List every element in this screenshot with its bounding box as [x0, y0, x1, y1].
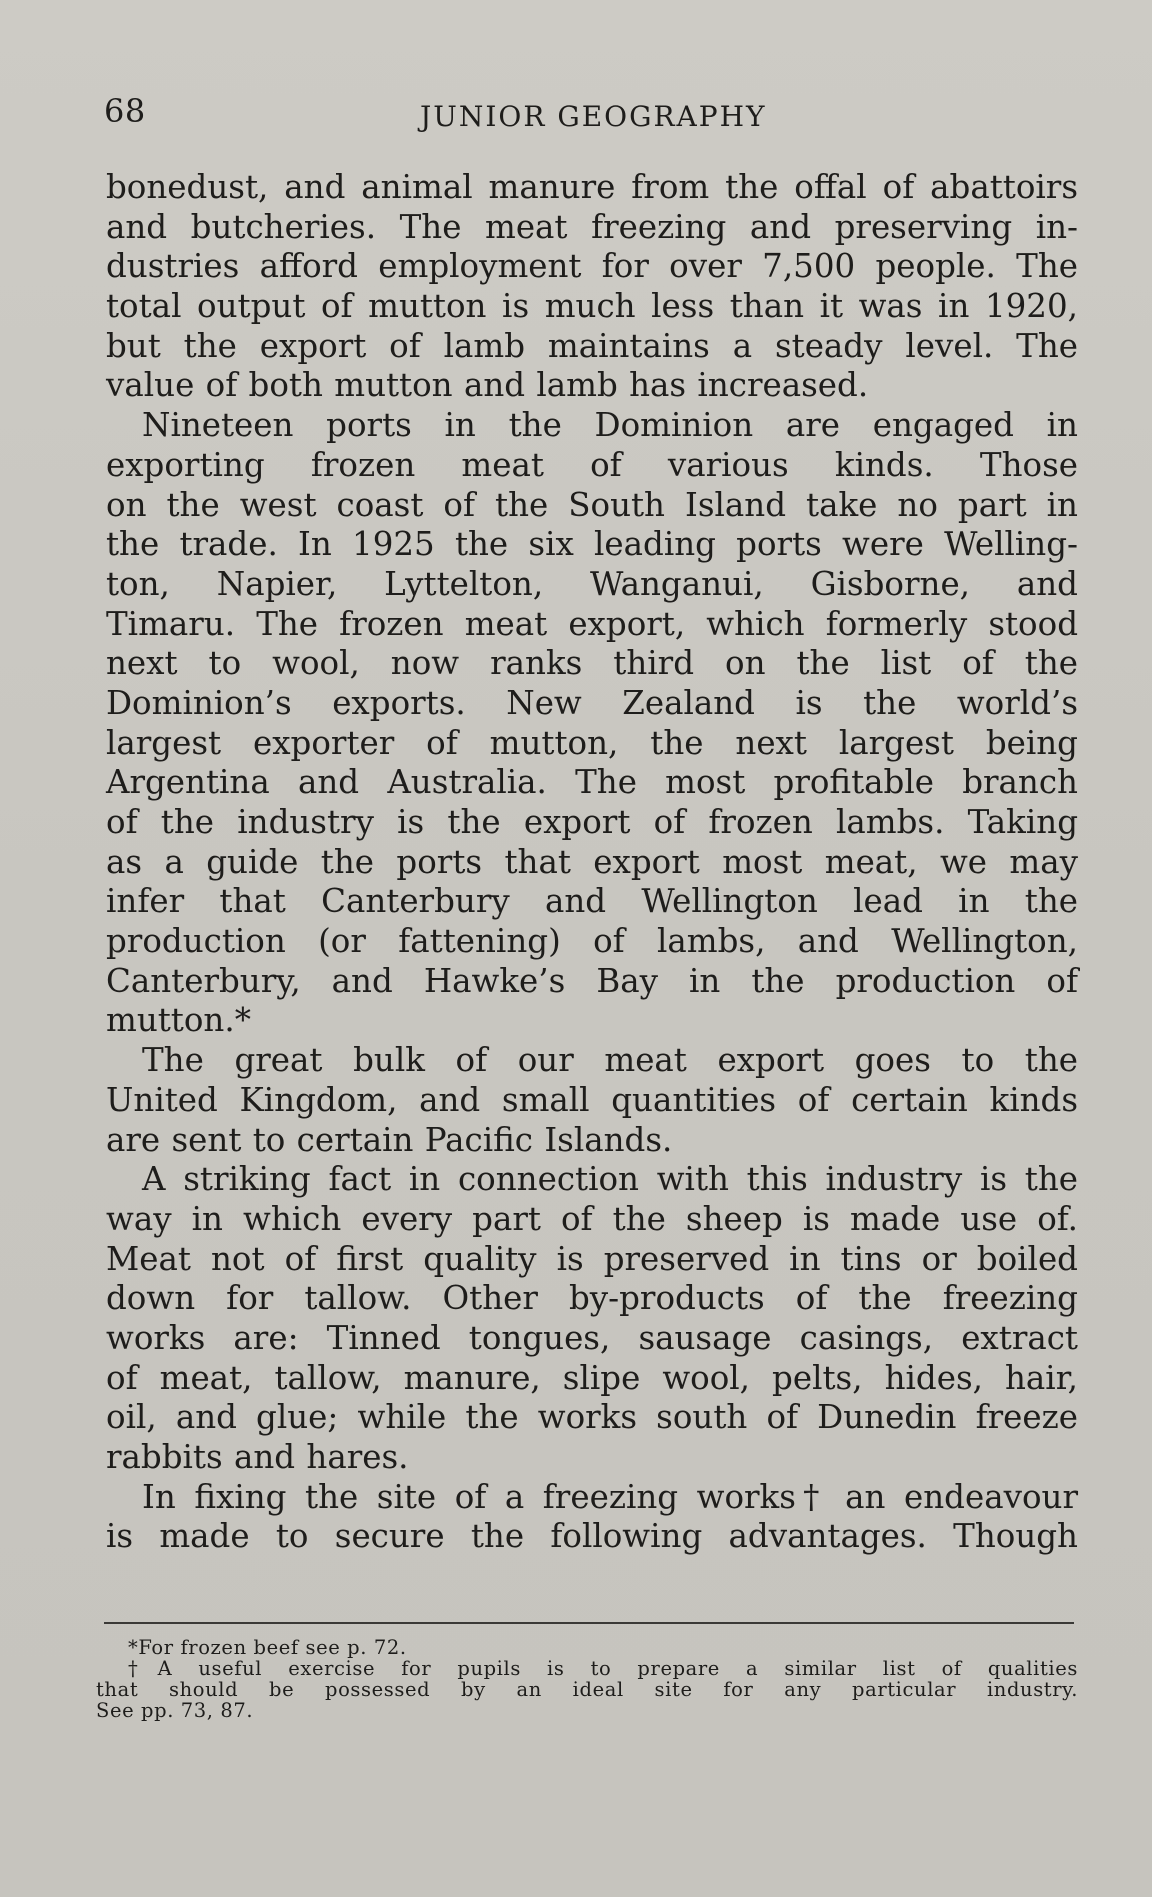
- text-line: works are: Tinned tongues, sausage casings, extract: [106, 1318, 1078, 1357]
- text-line: as a guide the ports that export most meat, we may: [106, 842, 1078, 881]
- text-line: largest exporter of mutton, the next largest being: [106, 723, 1078, 762]
- footnote-line: that should be possessed by an ideal site for any particular industry.: [96, 1678, 1078, 1701]
- text-line: the trade. In 1925 the six leading ports were Welling-: [106, 525, 1078, 564]
- text-line: The great bulk of our meat export goes to the: [142, 1041, 1078, 1080]
- text-line: on the west coast of the South Island take no part in: [106, 485, 1078, 524]
- text-line: are sent to certain Pacific Islands.: [106, 1120, 673, 1159]
- text-line: production (or fattening) of lambs, and Wellington,: [106, 922, 1078, 961]
- text-line: and butcheries. The meat freezing and preserving in-: [106, 207, 1078, 246]
- text-line: way in which every part of the sheep is made use of.: [106, 1199, 1078, 1238]
- text-line: Argentina and Australia. The most profitable branch: [106, 763, 1078, 802]
- text-line: total output of mutton is much less than it was in 1920,: [106, 287, 1078, 326]
- text-line: is made to secure the following advantages. Though: [106, 1517, 1078, 1556]
- text-line: of meat, tallow, manure, slipe wool, pelts, hides, hair,: [106, 1358, 1078, 1397]
- text-line: value of both mutton and lamb has increased.: [106, 366, 869, 405]
- text-line: Timaru. The frozen meat export, which formerly stood: [106, 604, 1078, 643]
- text-line: Dominion’s exports. New Zealand is the world’s: [106, 683, 1078, 722]
- text-line: Nineteen ports in the Dominion are engaged in: [142, 406, 1078, 445]
- text-line: Canterbury, and Hawke’s Bay in the production of: [106, 961, 1078, 1000]
- text-line: A striking fact in connection with this industry is the: [142, 1160, 1078, 1199]
- text-line: bonedust, and animal manure from the offal of abattoirs: [106, 168, 1078, 206]
- footnote-line: *For frozen beef see p. 72.: [128, 1636, 407, 1659]
- text-line: next to wool, now ranks third on the list of the: [106, 644, 1078, 683]
- text-line: rabbits and hares.: [106, 1438, 409, 1476]
- text-line: infer that Canterbury and Wellington lead in the: [106, 882, 1078, 921]
- running-head: JUNIOR GEOGRAPHY: [420, 100, 767, 133]
- text-line: exporting frozen meat of various kinds. Those: [106, 445, 1078, 484]
- footnote-line: †A useful exercise for pupils is to prepare a similar list of qualities: [128, 1657, 1078, 1680]
- text-line: United Kingdom, and small quantities of certain kinds: [106, 1080, 1078, 1119]
- text-line: of the industry is the export of frozen lambs. Taking: [106, 803, 1078, 841]
- text-line: down for tallow. Other by-products of the freezing: [106, 1279, 1078, 1318]
- text-line: oil, and glue; while the works south of Dunedin freeze: [106, 1398, 1078, 1437]
- footnote-line: See pp. 73, 87.: [96, 1699, 254, 1722]
- text-line: Meat not of first quality is preserved in tins or boiled: [106, 1239, 1078, 1278]
- footnotes: [96, 1637, 1078, 1721]
- text-line: dustries afford employment for over 7,500 people. The: [106, 247, 1078, 286]
- text-line: In fixing the site of a freezing works† an endeavour: [142, 1477, 1078, 1516]
- text-line: ton, Napier, Lyttelton, Wanganui, Gisborne, and: [106, 564, 1078, 603]
- footnote-divider: [104, 1622, 1074, 1624]
- text-line: mutton.*: [106, 1001, 251, 1040]
- body-text: [106, 168, 1078, 1557]
- page-number: 68: [104, 92, 146, 130]
- text-line: but the export of lamb maintains a steady level. The: [106, 326, 1078, 365]
